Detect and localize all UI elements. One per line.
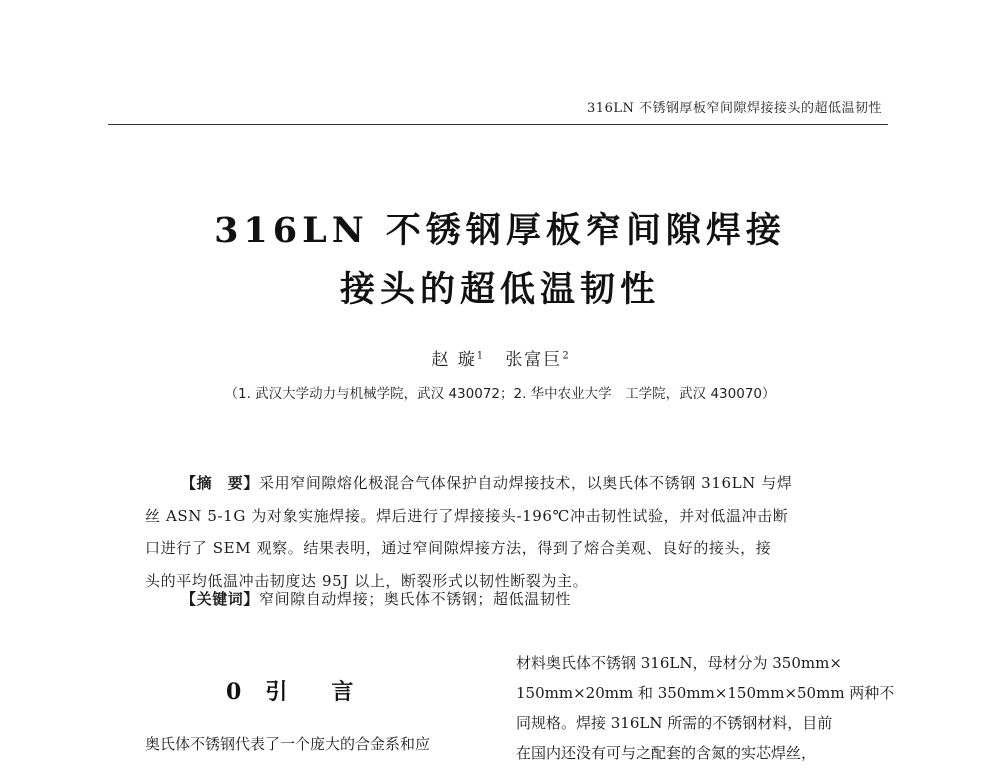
body-right-line-4: 在国内还没有可与之配套的含氮的实芯焊丝， [516, 744, 817, 762]
author-2-affil-mark: 2 [562, 350, 569, 362]
author-list [0, 345, 1000, 370]
keywords [181, 588, 571, 609]
body-left-column [145, 733, 495, 754]
abstract-line-3: 口进行了 SEM 观察。结果表明，通过窄间隙焊接方法，得到了熔合美观、良好的接头，接 [145, 539, 772, 557]
abstract-line-4: 头的平均低温冲击韧度达 95J 以上，断裂形式以韧性断裂为主。 [145, 571, 589, 590]
section-title-char-1: 引 [265, 679, 290, 705]
author-2: 张富巨 [505, 350, 563, 370]
body-left-line-1: 奥氏体不锈钢代表了一个庞大的合金系和应 [145, 735, 431, 753]
affiliations: （1. 武汉大学动力与机械学院，武汉 430072；2. 华中农业大学 工学院，武汉 430070） [224, 386, 776, 402]
author-1: 赵 璇 [431, 350, 477, 370]
section-heading-introduction [226, 675, 355, 706]
abstract-text-1: 采用窄间隙熔化极混合气体保护自动焊接技术，以奥氏体不锈钢 316LN 与焊 [259, 474, 793, 492]
author-1-affil-mark: 1 [476, 350, 484, 362]
keywords-label: 【关键词】 [181, 590, 260, 608]
keywords-text: 窄间隙自动焊接；奥氏体不锈钢；超低温韧性 [259, 590, 572, 608]
abstract [145, 467, 857, 597]
abstract-line-1 [145, 467, 857, 500]
abstract-line-2: 丝 ASN 5-1G 为对象实施焊接。焊后进行了焊接接头-196℃冲击韧性试验，并对低温冲击断 [145, 506, 789, 525]
paper-title-line-1: 316LN 不锈钢厚板窄间隙焊接 [214, 210, 786, 251]
abstract-label: 【摘 要】 [181, 474, 260, 492]
body-right-line-2: 150mm×20mm 和 350mm×150mm×50mm 两种不 [516, 684, 895, 702]
section-number: 0 [226, 679, 244, 705]
header-rule [108, 124, 888, 125]
body-right-line-1: 材料奥氏体不锈钢 316LN，母材分为 350mm× [516, 654, 842, 672]
paper-title-line-2: 接头的超低温韧性 [339, 269, 660, 310]
body-right-line-3: 同规格。焊接 316LN 所需的不锈钢材料，目前 [516, 714, 833, 732]
section-title-char-2: 言 [331, 679, 356, 705]
body-right-column [516, 648, 894, 768]
running-header: 316LN 不锈钢厚板窄间隙焊接接头的超低温韧性 [587, 101, 882, 116]
